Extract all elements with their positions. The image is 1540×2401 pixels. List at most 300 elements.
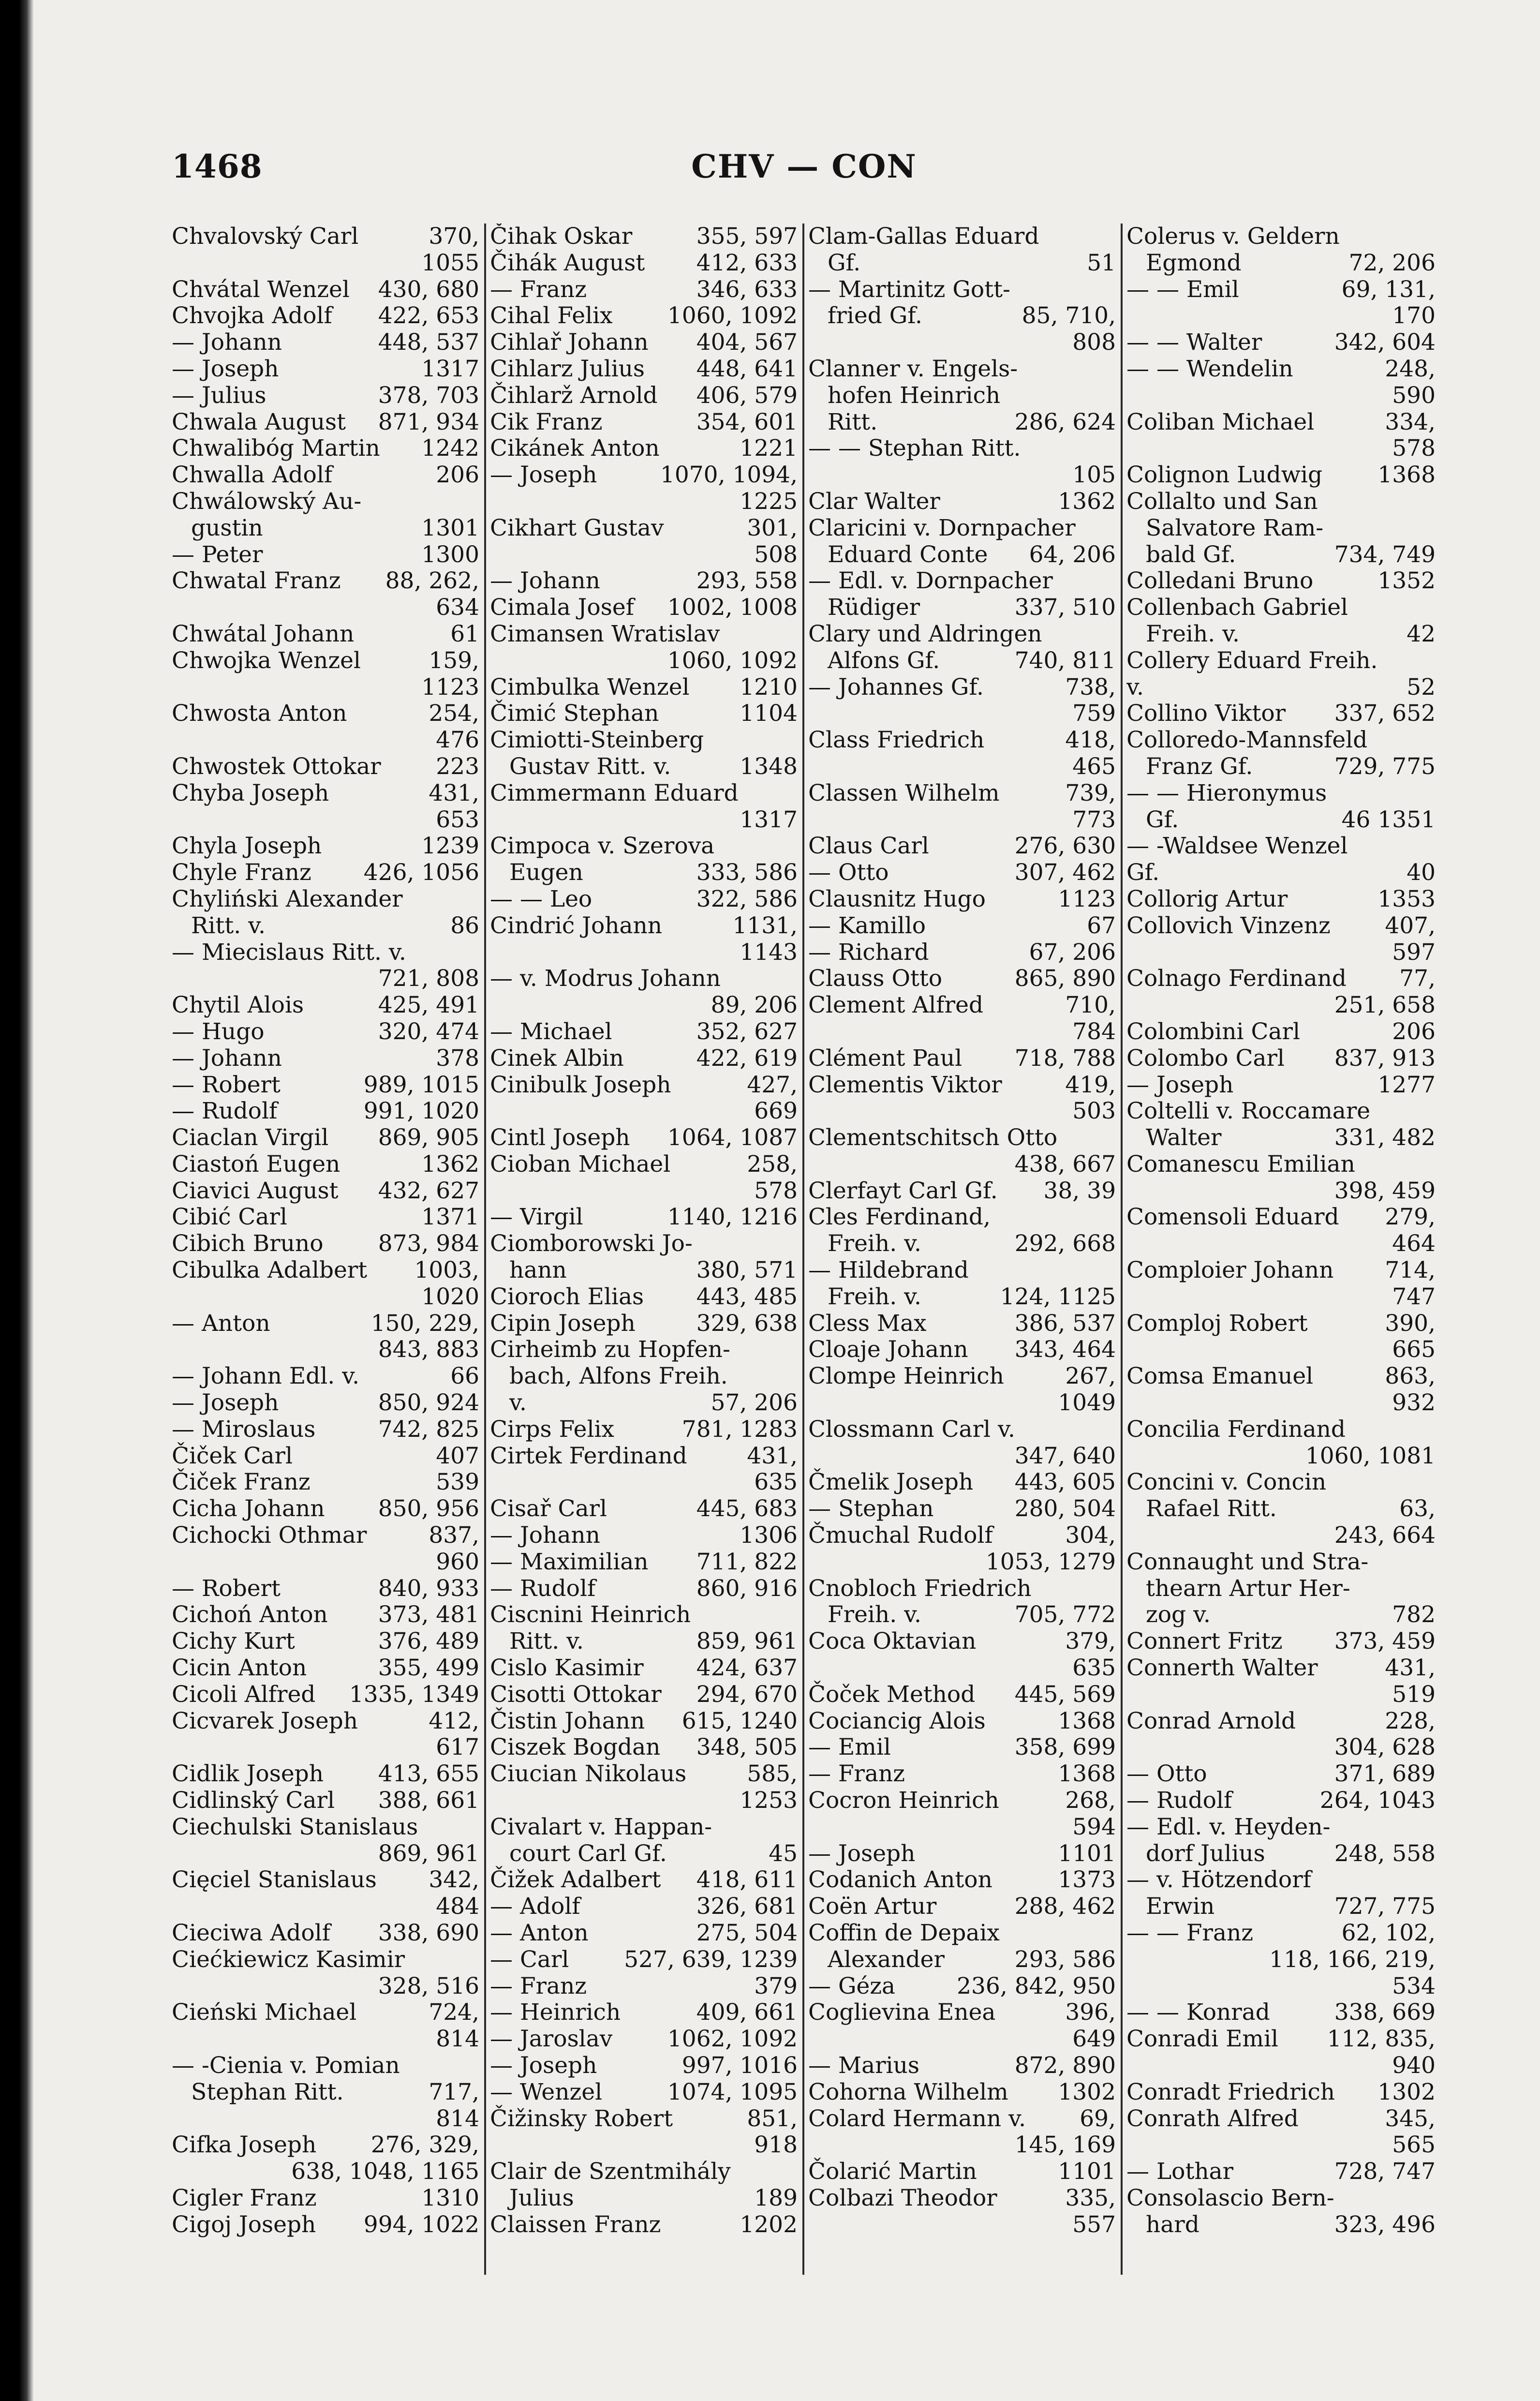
- entry-pages: 615, 1240: [681, 1707, 798, 1734]
- index-column-4: [1126, 224, 1436, 2275]
- entry-pages: 742, 825: [378, 1416, 479, 1443]
- entry-pages: 432, 627: [378, 1177, 479, 1204]
- entry-pages: 476: [436, 727, 479, 754]
- index-entry: [808, 2026, 1117, 2053]
- entry-pages: 57, 206: [711, 1389, 798, 1417]
- entry-name: — Otto: [808, 859, 889, 886]
- index-entry: [490, 489, 799, 515]
- index-entry: [808, 409, 1117, 436]
- entry-name: — Heinrich: [490, 1999, 621, 2026]
- index-entry: [490, 1734, 799, 1761]
- entry-name: Čiček Carl: [172, 1442, 293, 1469]
- entry-name: Čihák August: [490, 249, 645, 276]
- index-entry: [808, 1920, 1117, 1947]
- index-entry: [490, 329, 799, 356]
- entry-name: — Virgil: [490, 1204, 583, 1231]
- entry-pages: 1002, 1008: [667, 594, 798, 621]
- entry-name: Comploj Robert: [1126, 1310, 1308, 1337]
- entry-pages: 170: [1392, 302, 1436, 329]
- index-entry: [808, 1867, 1117, 1894]
- entry-name: Cikhart Gustav: [490, 514, 664, 541]
- entry-name: Connerth Walter: [1126, 1655, 1318, 1682]
- index-columns: [172, 224, 1436, 2275]
- entry-pages: 42: [1407, 620, 1436, 647]
- entry-pages: 1362: [421, 1150, 479, 1178]
- index-entry: [490, 1019, 799, 1045]
- index-entry: [808, 1655, 1117, 1682]
- entry-name: — Franz: [490, 1972, 587, 1999]
- index-entry: [172, 568, 480, 595]
- entry-name: — Anton: [490, 1920, 589, 1946]
- entry-name: Cindrić Johann: [490, 912, 663, 939]
- index-entry: [172, 1602, 480, 1628]
- entry-name: — Jaroslav: [490, 2026, 613, 2053]
- index-entry: [1126, 1841, 1436, 1867]
- entry-pages: 379,: [1065, 1628, 1116, 1655]
- entry-pages: 1253: [740, 1787, 798, 1814]
- entry-name: Clauss Otto: [808, 965, 943, 992]
- index-entry: [172, 940, 480, 966]
- index-entry: [1126, 409, 1436, 436]
- entry-pages: 1221: [740, 435, 798, 462]
- entry-pages: 1368: [1377, 462, 1436, 489]
- index-entry: [1126, 674, 1436, 701]
- index-entry: [490, 1522, 799, 1549]
- index-entry: [808, 1682, 1117, 1708]
- entry-name: court Carl Gf.: [509, 1840, 667, 1867]
- entry-name: — v. Hötzendorf: [1126, 1866, 1312, 1894]
- index-entry: [1126, 1734, 1436, 1761]
- index-entry: [1126, 833, 1436, 860]
- entry-pages: 1131,: [732, 912, 798, 939]
- entry-name: Clement Alfred: [808, 992, 984, 1019]
- entry-pages: 326, 681: [696, 1893, 798, 1920]
- index-entry: [1126, 1894, 1436, 1920]
- index-entry: [808, 1628, 1117, 1655]
- entry-pages: 425, 491: [378, 992, 479, 1019]
- index-entry: [808, 595, 1117, 621]
- entry-name: Conradt Friedrich: [1126, 2078, 1335, 2105]
- entry-pages: 334,: [1385, 408, 1436, 435]
- index-entry: [172, 1522, 480, 1549]
- entry-pages: 448, 537: [378, 329, 479, 356]
- index-entry: [808, 754, 1117, 780]
- index-entry: [172, 1284, 480, 1311]
- entry-pages: 1362: [1058, 488, 1116, 515]
- index-entry: [808, 1788, 1117, 1814]
- entry-name: — Rudolf: [1126, 1787, 1232, 1814]
- entry-pages: 66: [450, 1363, 479, 1390]
- entry-pages: 714,: [1385, 1257, 1436, 1284]
- index-entry: [172, 1204, 480, 1231]
- index-entry: [808, 462, 1117, 489]
- entry-name: Gf.: [1146, 806, 1179, 833]
- entry-pages: 782: [1392, 1601, 1436, 1628]
- entry-name: Claus Carl: [808, 833, 929, 860]
- index-entry: [172, 2026, 480, 2053]
- entry-name: Colard Hermann v.: [808, 2105, 1026, 2132]
- entry-pages: 248, 558: [1334, 1840, 1436, 1867]
- index-entry: [1126, 780, 1436, 807]
- index-entry: [172, 621, 480, 648]
- entry-name: Gustav Ritt. v.: [509, 753, 671, 780]
- index-entry: [490, 674, 799, 701]
- entry-name: gustin: [191, 514, 263, 541]
- entry-pages: 331, 482: [1334, 1124, 1436, 1151]
- entry-pages: 1277: [1377, 1071, 1436, 1098]
- entry-name: — Joseph: [490, 2052, 597, 2079]
- entry-pages: 304,: [1065, 1522, 1116, 1549]
- entry-pages: 1335, 1349: [349, 1681, 479, 1708]
- entry-pages: 1348: [740, 753, 798, 780]
- index-entry: [490, 1072, 799, 1099]
- index-entry: [1126, 1867, 1436, 1894]
- entry-pages: 1070, 1094,: [660, 462, 798, 489]
- entry-pages: 617: [436, 1734, 479, 1761]
- index-entry: [172, 780, 480, 807]
- entry-name: Chwojka Wenzel: [172, 647, 361, 674]
- index-entry: [172, 648, 480, 674]
- entry-name: Čimić Stephan: [490, 700, 659, 727]
- entry-name: Cibich Bruno: [172, 1230, 324, 1257]
- entry-pages: 585,: [747, 1760, 798, 1788]
- index-entry: [1126, 2132, 1436, 2159]
- index-entry: [172, 1788, 480, 1814]
- index-entry: [490, 409, 799, 436]
- entry-name: Freih. v.: [828, 1283, 921, 1310]
- entry-name: — Joseph: [172, 355, 279, 382]
- entry-name: — Rudolf: [490, 1575, 596, 1602]
- entry-name: Clompe Heinrich: [808, 1363, 1004, 1390]
- entry-name: Civalart v. Happan-: [490, 1813, 712, 1840]
- index-entry: [172, 2106, 480, 2133]
- entry-name: Gf.: [1126, 859, 1160, 886]
- index-entry: [1126, 1682, 1436, 1708]
- entry-pages: 734, 749: [1334, 541, 1436, 568]
- entry-pages: 347, 640: [1014, 1442, 1116, 1469]
- index-entry: [490, 1311, 799, 1337]
- entry-pages: 850, 924: [378, 1389, 479, 1417]
- entry-pages: 590: [1392, 382, 1436, 409]
- entry-name: Rüdiger: [828, 594, 920, 621]
- entry-name: Cimansen Wratislav: [490, 620, 720, 647]
- index-entry: [490, 250, 799, 277]
- index-entry: [808, 1469, 1117, 1496]
- entry-name: Cihlař Johann: [490, 329, 649, 356]
- index-entry: [808, 2185, 1117, 2212]
- index-entry: [808, 1257, 1117, 1284]
- page-header: [172, 148, 1436, 191]
- entry-pages: 69,: [1080, 2105, 1116, 2132]
- index-entry: [490, 1602, 799, 1628]
- entry-name: — Joseph: [808, 1840, 916, 1867]
- entry-name: Cimpoca v. Szerova: [490, 833, 715, 860]
- entry-name: hann: [509, 1257, 567, 1284]
- index-entry: [172, 1920, 480, 1947]
- index-entry: [490, 2106, 799, 2133]
- entry-pages: 1368: [1058, 1760, 1116, 1788]
- entry-pages: 338, 690: [378, 1920, 479, 1946]
- entry-name: Comsa Emanuel: [1126, 1363, 1314, 1390]
- index-entry: [1126, 1947, 1436, 1973]
- entry-pages: 371, 689: [1334, 1760, 1436, 1788]
- entry-pages: 243, 664: [1334, 1522, 1436, 1549]
- index-entry: [1126, 595, 1436, 621]
- entry-pages: 378, 703: [378, 382, 479, 409]
- entry-name: Cinibulk Joseph: [490, 1071, 671, 1098]
- index-entry: [172, 356, 480, 383]
- entry-pages: 1210: [740, 673, 798, 701]
- entry-name: Collenbach Gabriel: [1126, 594, 1348, 621]
- entry-name: — Rudolf: [172, 1098, 278, 1125]
- entry-name: Collalto und San: [1126, 488, 1318, 515]
- entry-pages: 320, 474: [378, 1018, 479, 1045]
- index-entry: [172, 754, 480, 780]
- entry-name: Colbazi Theodor: [808, 2184, 997, 2211]
- index-entry: [1126, 966, 1436, 992]
- index-entry: [808, 2159, 1117, 2185]
- index-entry: [808, 674, 1117, 701]
- index-entry: [172, 277, 480, 303]
- entry-name: Freih. v.: [1146, 620, 1240, 647]
- entry-name: Cimmermann Eduard: [490, 779, 739, 806]
- entry-pages: 45: [769, 1840, 798, 1867]
- index-entry: [808, 940, 1117, 966]
- entry-name: — Richard: [808, 939, 929, 966]
- entry-pages: 1317: [740, 806, 798, 833]
- index-entry: [490, 1363, 799, 1390]
- entry-name: Čižinsky Robert: [490, 2105, 673, 2132]
- entry-name: Cirps Felix: [490, 1416, 615, 1443]
- index-entry: [490, 1045, 799, 1072]
- index-entry: [1126, 568, 1436, 595]
- entry-pages: 304, 628: [1334, 1734, 1436, 1761]
- entry-name: Cik Franz: [490, 408, 603, 435]
- entry-name: Alexander: [828, 1946, 945, 1973]
- entry-name: — Joseph: [1126, 1071, 1234, 1098]
- index-entry: [1126, 1469, 1436, 1496]
- entry-pages: 67: [1087, 912, 1116, 939]
- index-entry: [808, 1151, 1117, 1178]
- entry-pages: 814: [436, 2026, 479, 2053]
- entry-name: Chyliński Alexander: [172, 885, 403, 912]
- index-column-2: [490, 224, 799, 2275]
- index-entry: [490, 515, 799, 542]
- entry-pages: 346, 633: [696, 276, 798, 303]
- index-entry: [808, 621, 1117, 648]
- index-entry: [1126, 701, 1436, 727]
- index-entry: [808, 1973, 1117, 2000]
- entry-pages: 254,: [429, 700, 479, 727]
- entry-pages: 418,: [1065, 727, 1116, 754]
- index-entry: [1126, 329, 1436, 356]
- index-entry: [808, 648, 1117, 674]
- entry-name: Cihlarz Julius: [490, 355, 645, 382]
- index-entry: [172, 2159, 480, 2185]
- entry-name: Erwin: [1146, 1893, 1215, 1920]
- entry-pages: 843, 883: [378, 1336, 479, 1363]
- entry-name: Chytil Alois: [172, 992, 304, 1019]
- index-entry: [808, 1814, 1117, 1841]
- entry-name: Conrad Arnold: [1126, 1707, 1296, 1734]
- entry-pages: 322, 586: [696, 885, 798, 912]
- index-entry: [490, 595, 799, 621]
- entry-name: Walter: [1146, 1124, 1222, 1151]
- index-entry: [490, 1999, 799, 2026]
- index-entry: [1126, 727, 1436, 754]
- index-entry: [172, 701, 480, 727]
- index-entry: [172, 489, 480, 515]
- entry-name: — — Wendelin: [1126, 355, 1293, 382]
- entry-pages: 293, 558: [696, 567, 798, 595]
- entry-pages: 1003,: [414, 1257, 479, 1284]
- index-entry: [490, 568, 799, 595]
- index-entry: [172, 1151, 480, 1178]
- entry-name: — Anton: [172, 1310, 270, 1337]
- index-entry: [1126, 2106, 1436, 2133]
- entry-name: Collery Eduard Freih.: [1126, 647, 1378, 674]
- entry-pages: 649: [1072, 2026, 1116, 2053]
- entry-name: Čižek Adalbert: [490, 1866, 661, 1894]
- index-entry: [1126, 992, 1436, 1019]
- index-entry: [1126, 1973, 1436, 2000]
- entry-pages: 430, 680: [378, 276, 479, 303]
- entry-name: — Joseph: [172, 1389, 279, 1417]
- entry-name: Collorig Artur: [1126, 885, 1288, 912]
- entry-pages: 508: [754, 541, 798, 568]
- entry-pages: 145, 169: [1014, 2132, 1116, 2159]
- entry-pages: 1302: [1058, 2078, 1116, 2105]
- entry-name: Colnago Ferdinand: [1126, 965, 1347, 992]
- entry-pages: 352, 627: [696, 1018, 798, 1045]
- entry-name: Eduard Conte: [828, 541, 988, 568]
- entry-pages: 1302: [1377, 2078, 1436, 2105]
- entry-pages: 932: [1392, 1389, 1436, 1417]
- index-entry: [1126, 913, 1436, 940]
- entry-name: Cihal Felix: [490, 302, 613, 329]
- index-entry: [172, 2132, 480, 2159]
- entry-name: zog v.: [1146, 1601, 1211, 1628]
- index-entry: [808, 1576, 1117, 1602]
- entry-name: Cless Max: [808, 1310, 927, 1337]
- entry-pages: 960: [436, 1548, 479, 1575]
- entry-pages: 443, 485: [696, 1283, 798, 1310]
- index-entry: [808, 992, 1117, 1019]
- entry-name: Class Friedrich: [808, 727, 985, 754]
- index-entry: [172, 1045, 480, 1072]
- entry-pages: 1060, 1081: [1305, 1442, 1436, 1469]
- entry-name: Cichoń Anton: [172, 1601, 328, 1628]
- index-entry: [1126, 1019, 1436, 1045]
- entry-pages: 578: [1392, 435, 1436, 462]
- index-entry: [490, 2132, 799, 2159]
- entry-name: Cloaje Johann: [808, 1336, 968, 1363]
- index-entry: [1126, 250, 1436, 277]
- index-entry: [808, 489, 1117, 515]
- index-entry: [808, 807, 1117, 834]
- index-entry: [808, 1999, 1117, 2026]
- index-entry: [490, 224, 799, 250]
- entry-pages: 729, 775: [1334, 753, 1436, 780]
- entry-pages: 851,: [747, 2105, 798, 2132]
- index-entry: [808, 329, 1117, 356]
- entry-pages: 206: [1392, 1018, 1436, 1045]
- index-entry: [1126, 1761, 1436, 1788]
- entry-pages: 1371: [421, 1204, 479, 1231]
- index-entry: [172, 1072, 480, 1099]
- entry-name: Chwátal Johann: [172, 620, 355, 647]
- index-entry: [1126, 1999, 1436, 2026]
- entry-name: Cigler Franz: [172, 2184, 317, 2211]
- index-entry: [490, 2212, 799, 2238]
- entry-pages: 412, 633: [696, 249, 798, 276]
- index-entry: [1126, 515, 1436, 542]
- index-entry: [1126, 1045, 1436, 1072]
- entry-name: Codanich Anton: [808, 1866, 992, 1894]
- entry-pages: 61: [450, 620, 479, 647]
- entry-name: Clam-Gallas Eduard: [808, 224, 1039, 250]
- index-entry: [172, 807, 480, 834]
- entry-name: hofen Heinrich: [828, 382, 1001, 409]
- index-entry: [808, 1045, 1117, 1072]
- entry-pages: 407: [436, 1442, 479, 1469]
- index-entry: [808, 1894, 1117, 1920]
- index-entry: [490, 1204, 799, 1231]
- entry-pages: 860, 916: [696, 1575, 798, 1602]
- entry-name: Cnobloch Friedrich: [808, 1575, 1032, 1602]
- index-entry: [1126, 1708, 1436, 1735]
- index-entry: [490, 1973, 799, 2000]
- index-entry: [172, 1125, 480, 1151]
- index-entry: [808, 833, 1117, 860]
- index-entry: [490, 940, 799, 966]
- index-entry: [1126, 1549, 1436, 1576]
- entry-name: bald Gf.: [1146, 541, 1236, 568]
- entry-pages: 370,: [429, 224, 479, 250]
- index-entry: [808, 1708, 1117, 1735]
- entry-pages: 711, 822: [696, 1548, 798, 1575]
- index-entry: [490, 1469, 799, 1496]
- index-entry: [808, 966, 1117, 992]
- entry-pages: 1055: [421, 249, 479, 276]
- entry-pages: 1064, 1087: [667, 1124, 798, 1151]
- entry-name: — — Stephan Ritt.: [808, 435, 1021, 462]
- entry-pages: 345,: [1385, 2105, 1436, 2132]
- index-entry: [808, 1125, 1117, 1151]
- entry-name: Chvátal Wenzel: [172, 276, 350, 303]
- entry-pages: 388, 661: [378, 1787, 479, 1814]
- entry-pages: 1104: [740, 700, 798, 727]
- entry-pages: 837,: [429, 1522, 479, 1549]
- index-entry: [808, 1549, 1117, 1576]
- entry-name: Chwalla Adolf: [172, 462, 333, 489]
- entry-pages: 781, 1283: [681, 1416, 798, 1443]
- entry-pages: 665: [1392, 1336, 1436, 1363]
- entry-name: Collino Viktor: [1126, 700, 1286, 727]
- index-entry: [1126, 860, 1436, 886]
- entry-name: — Hildebrand: [808, 1257, 969, 1284]
- entry-pages: 292, 668: [1014, 1230, 1116, 1257]
- index-entry: [808, 1443, 1117, 1470]
- entry-name: Coltelli v. Roccamare: [1126, 1098, 1371, 1125]
- index-entry: [1126, 1576, 1436, 1602]
- entry-name: Coca Oktavian: [808, 1628, 977, 1655]
- entry-name: — Edl. v. Dornpacher: [808, 567, 1053, 595]
- index-entry: [490, 1947, 799, 1973]
- entry-name: Cidlik Joseph: [172, 1760, 324, 1788]
- entry-name: — Géza: [808, 1972, 896, 1999]
- entry-pages: 355, 499: [378, 1655, 479, 1682]
